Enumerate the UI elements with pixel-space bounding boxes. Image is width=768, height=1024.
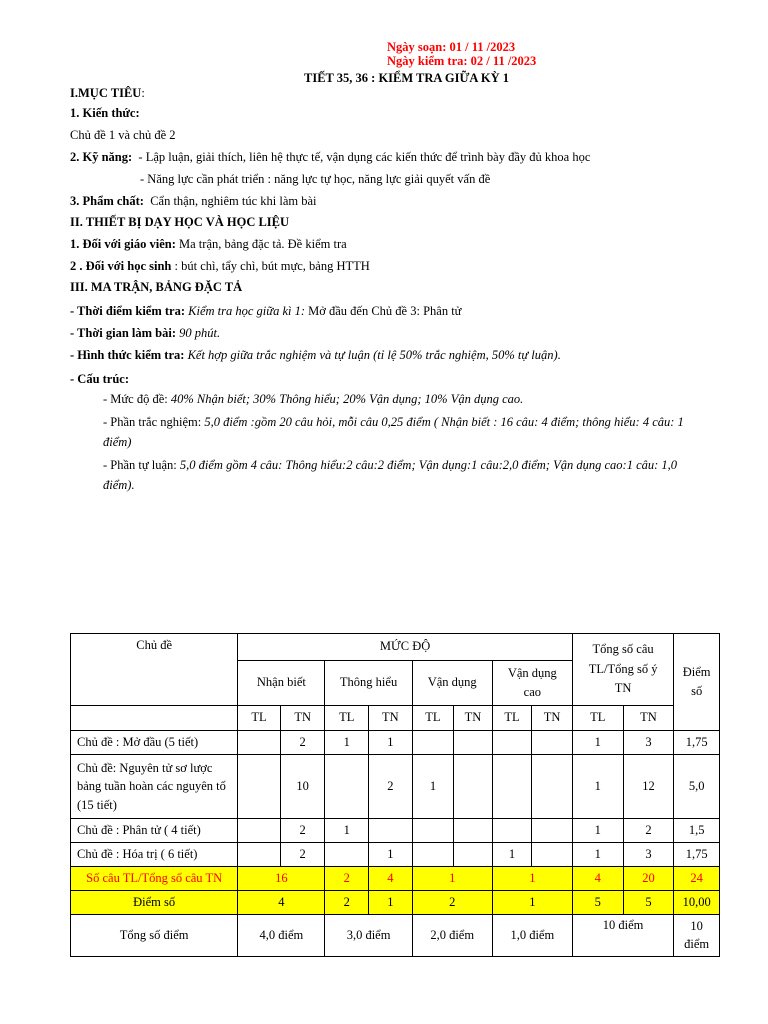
table-cell: 2 — [623, 819, 674, 843]
table-cell: 1 — [412, 867, 492, 891]
so-cau-row — [71, 867, 720, 891]
table-cell — [412, 843, 454, 867]
table-cell — [238, 843, 281, 867]
pham-chat-line: 3. Phẩm chất: Cẩn thận, nghiêm túc khi làm bài — [70, 194, 317, 208]
muc-do-line: - Mức độ đề: 40% Nhận biết; 30% Thông hiểu; 20% Vận dụng; 10% Vận dụng cao. — [103, 392, 524, 406]
section-1-heading: I.MỤC TIÊU: — [70, 86, 145, 100]
table-cell: 1 — [369, 891, 413, 915]
table-cell — [532, 819, 573, 843]
table-cell: 2 — [280, 731, 325, 755]
table-cell: 4 — [238, 891, 325, 915]
table-cell: 12 — [623, 755, 674, 819]
row-topic: Chủ đề: Nguyên tử sơ lược bảng tuần hoàn các nguyên tố (15 tiết) — [71, 755, 238, 819]
table-cell: 1 — [572, 755, 623, 819]
table-cell: 1 — [369, 843, 413, 867]
table-cell: 5 — [572, 891, 623, 915]
table-cell: 10,00 — [674, 891, 720, 915]
row-topic: Chủ đề : Hóa trị ( 6 tiết) — [71, 843, 238, 867]
table-row — [71, 755, 720, 819]
table-cell: 3 — [623, 843, 674, 867]
table-cell: 3,0 điểm — [325, 915, 412, 957]
section-3-heading: III. MA TRẬN, BẢNG ĐẶC TẢ — [70, 280, 243, 294]
table-cell: 10 — [280, 755, 325, 819]
tu-luan-line-1: - Phần tự luận: 5,0 điểm gồm 4 câu: Thông hiểu:2 câu:2 điểm; Vận dụng:1 câu:2,0 điểm; Vận dụng cao:1 câu: 1,0 — [103, 458, 678, 472]
table-cell: 10 điểm — [572, 915, 673, 957]
table-cell — [238, 755, 281, 819]
table-cell: 2 — [280, 843, 325, 867]
table-cell: 1 — [572, 819, 623, 843]
table-cell: 2 — [280, 819, 325, 843]
table-cell: 1 — [572, 843, 623, 867]
sub-header: TL — [572, 706, 623, 731]
level-thong-hieu: Thông hiểu — [325, 661, 412, 706]
table-cell: 1,5 — [674, 819, 720, 843]
header-tong-so-cau: Tổng số câu TL/Tổng số ý TN — [572, 634, 673, 706]
level-nhan-biet: Nhận biết — [238, 661, 325, 706]
diem-so-row — [71, 891, 720, 915]
ky-nang-line-1: 2. Kỹ năng: - Lập luận, giải thích, liên hệ thực tế, vận dụng các kiến thức để trình bày đầy đủ khoa học — [70, 150, 591, 164]
sub-header: TN — [623, 706, 674, 731]
trac-nghiem-line-2: điểm) — [103, 435, 132, 449]
ngay-kiem-tra: Ngày kiểm tra: 02 / 11 /2023 — [387, 54, 537, 68]
table-cell — [238, 731, 281, 755]
header-diem-so: Điểm số — [674, 634, 720, 731]
table-cell — [412, 731, 454, 755]
sub-header-empty — [71, 706, 238, 731]
level-van-dung-cao: Vận dụng cao — [492, 661, 572, 706]
so-cau-label: Số câu TL/Tổng số câu TN — [71, 867, 238, 891]
table-cell — [492, 755, 532, 819]
table-cell: 1 — [492, 867, 572, 891]
table-cell — [532, 731, 573, 755]
kien-thuc-text: Chủ đề 1 và chủ đề 2 — [70, 128, 176, 142]
table-cell: 4,0 điểm — [238, 915, 325, 957]
table-row — [71, 819, 720, 843]
table-cell: 4 — [572, 867, 623, 891]
table-cell — [369, 819, 413, 843]
header-row-3 — [71, 706, 720, 731]
table-cell — [325, 843, 369, 867]
sub-header: TL — [492, 706, 532, 731]
kien-thuc-label: 1. Kiến thức: — [70, 106, 140, 120]
table-cell — [454, 819, 493, 843]
table-cell — [492, 731, 532, 755]
table-cell: 1 — [412, 755, 454, 819]
table-cell — [325, 755, 369, 819]
page-title: TIẾT 35, 36 : KIỂM TRA GIỮA KỲ 1 — [304, 71, 510, 85]
giao-vien-line: 1. Đối với giáo viên: Ma trận, bảng đặc tả. Đề kiểm tra — [70, 237, 347, 251]
sub-header: TL — [238, 706, 281, 731]
table-cell — [454, 755, 493, 819]
table-cell: 3 — [623, 731, 674, 755]
table-cell: 1 — [492, 891, 572, 915]
table-row — [71, 731, 720, 755]
table-cell — [532, 843, 573, 867]
thoi-diem-line: - Thời điểm kiểm tra: Kiểm tra học giữa kì 1: Mở đầu đến Chủ đề 3: Phân tử — [70, 304, 462, 318]
sub-header: TN — [280, 706, 325, 731]
sub-header: TN — [532, 706, 573, 731]
ngay-soan: Ngày soạn: 01 / 11 /2023 — [387, 40, 516, 54]
table-cell: 1 — [325, 819, 369, 843]
sub-header: TL — [325, 706, 369, 731]
table-cell — [454, 843, 493, 867]
thoi-gian-line: - Thời gian làm bài: 90 phút. — [70, 326, 221, 340]
table-cell — [412, 819, 454, 843]
matrix-table — [70, 633, 720, 957]
table-cell — [492, 819, 532, 843]
cau-truc-label: - Cấu trúc: — [70, 372, 130, 386]
tong-so-diem-label: Tổng số điểm — [71, 915, 238, 957]
table-cell: 2 — [325, 867, 369, 891]
table-cell: 24 — [674, 867, 720, 891]
table-cell: 1 — [492, 843, 532, 867]
level-van-dung: Vận dụng — [412, 661, 492, 706]
table-cell: 1 — [572, 731, 623, 755]
table-cell: 10 điểm — [674, 915, 720, 957]
table-cell: 1,75 — [674, 843, 720, 867]
section-2-heading: II. THIẾT BỊ DẠY HỌC VÀ HỌC LIỆU — [70, 215, 290, 229]
sub-header: TL — [412, 706, 454, 731]
header-muc-do: MỨC ĐỘ — [238, 634, 573, 661]
hoc-sinh-line: 2 . Đối với học sinh : bút chì, tẩy chì, bút mực, bảng HTTH — [70, 259, 370, 273]
row-topic: Chủ đề : Phân tử ( 4 tiết) — [71, 819, 238, 843]
table-cell: 2 — [412, 891, 492, 915]
tong-so-diem-row — [71, 915, 720, 957]
header-row-1 — [71, 634, 720, 661]
diem-so-label: Điểm số — [71, 891, 238, 915]
header-chu-de: Chủ đề — [71, 634, 238, 706]
table-cell: 2 — [369, 755, 413, 819]
table-row — [71, 843, 720, 867]
table-cell: 2,0 điểm — [412, 915, 492, 957]
table-cell: 4 — [369, 867, 413, 891]
sub-header: TN — [454, 706, 493, 731]
row-topic: Chủ đề : Mở đầu (5 tiết) — [71, 731, 238, 755]
table-cell: 5 — [623, 891, 674, 915]
table-cell — [454, 731, 493, 755]
sub-header: TN — [369, 706, 413, 731]
table-cell: 16 — [238, 867, 325, 891]
table-cell: 5,0 — [674, 755, 720, 819]
table-cell: 1,75 — [674, 731, 720, 755]
table-cell: 1 — [369, 731, 413, 755]
table-cell: 2 — [325, 891, 369, 915]
table-cell — [238, 819, 281, 843]
table-cell — [532, 755, 573, 819]
hinh-thuc-line: - Hình thức kiểm tra: Kết hợp giữa trắc nghiệm và tự luận (tỉ lệ 50% trắc nghiệm, 50% tự luận). — [70, 348, 561, 362]
ky-nang-line-2: - Năng lực cần phát triển : năng lực tự học, năng lực giải quyết vấn đề — [140, 172, 491, 186]
trac-nghiem-line-1: - Phần trắc nghiệm: 5,0 điểm :gồm 20 câu hỏi, mỗi câu 0,25 điểm ( Nhận biết : 16 câu: 4 điểm; thông hiểu: 4 câu: 1 — [103, 415, 684, 429]
tu-luan-line-2: điểm). — [103, 478, 135, 492]
table-cell: 1,0 điểm — [492, 915, 572, 957]
table-cell: 20 — [623, 867, 674, 891]
table-cell: 1 — [325, 731, 369, 755]
